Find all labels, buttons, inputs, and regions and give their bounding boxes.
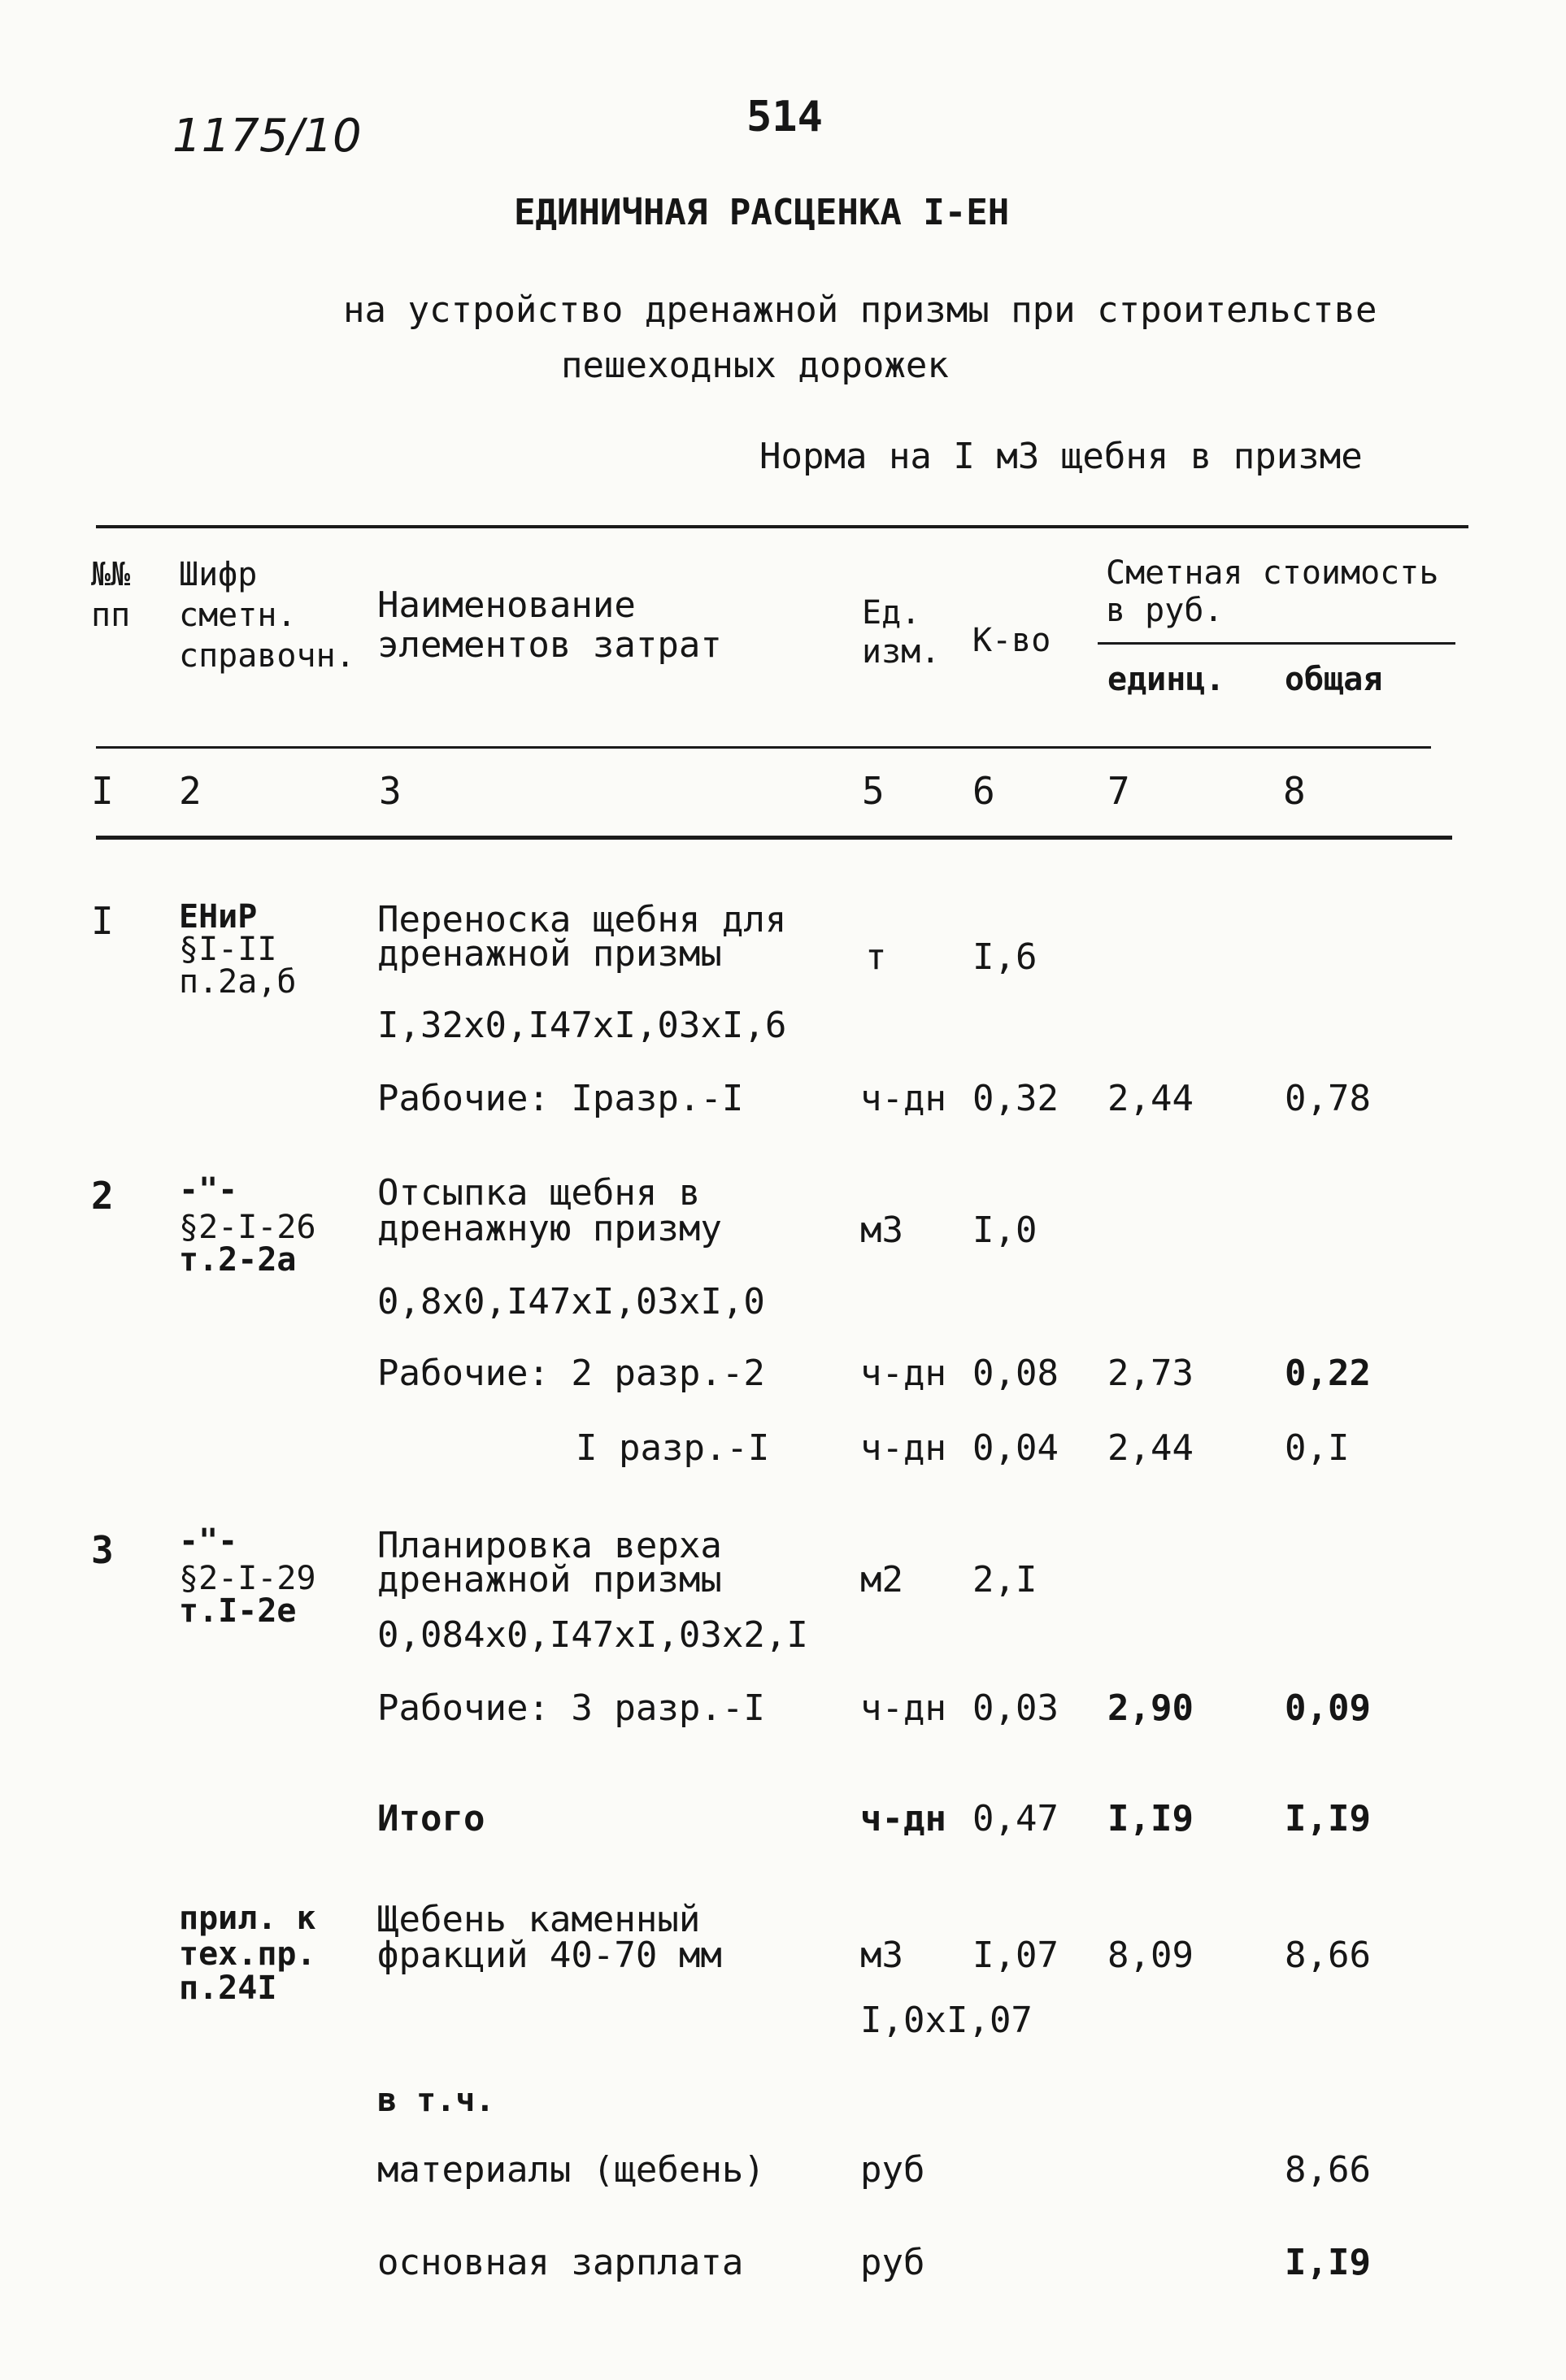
subtitle-line-1: на устройство дренажной призмы при строительстве	[343, 289, 1377, 331]
material-qty: I,07	[972, 1935, 1059, 1976]
material-price: 8,09	[1107, 1935, 1194, 1976]
row-1-qty: I,6	[972, 936, 1037, 978]
material-code: п.24I	[179, 1970, 277, 2007]
row-1-num: I	[91, 899, 114, 943]
header-code: Шифр сметн. справочн.	[179, 556, 355, 675]
row-2-workers-unit: ч-дн	[860, 1353, 946, 1394]
row-2-workers-total: 0,22	[1285, 1353, 1371, 1394]
row-3-num: 3	[91, 1528, 114, 1572]
row-2-workers-label: Рабочие: 2 разр.-2	[377, 1353, 765, 1394]
row-3-unit: м2	[860, 1559, 903, 1600]
page-number: 514	[746, 93, 823, 141]
subtitle-line-2: пешеходных дорожек	[561, 345, 949, 386]
row-1-workers-label: Рабочие: Iразр.-I	[377, 1078, 744, 1119]
row-1-code: п.2а,б	[179, 963, 297, 1001]
col-number: 7	[1107, 769, 1130, 813]
norm-statement: Норма на I м3 щебня в призме	[759, 436, 1363, 477]
row-2-workers-price: 2,44	[1107, 1427, 1194, 1469]
breakdown-label: в т.ч.	[377, 2082, 495, 2119]
row-2-name: Отсыпка щебня в	[377, 1172, 701, 1214]
row-2-code: -"-	[179, 1171, 238, 1209]
row-2-name: дренажную призму	[377, 1208, 722, 1249]
row-3-workers-total: 0,09	[1285, 1687, 1371, 1729]
breakdown-item-total: I,I9	[1285, 2242, 1371, 2283]
row-1-code: §I-II	[179, 931, 277, 968]
row-1-workers-total: 0,78	[1285, 1078, 1371, 1119]
row-3-workers-qty: 0,03	[972, 1687, 1059, 1729]
header-num: №№ пп	[91, 556, 131, 634]
total-unit: ч-дн	[860, 1798, 946, 1839]
header-unit: Ед. изм.	[862, 594, 941, 671]
header-bottom-rule	[96, 746, 1431, 749]
row-3-workers-label: Рабочие: 3 разр.-I	[377, 1687, 765, 1729]
col-number: 5	[862, 769, 885, 813]
header-cost: Сметная стоимость в руб.	[1106, 554, 1439, 629]
row-2-workers-total: 0,I	[1285, 1427, 1350, 1469]
row-3-code: §2-I-29	[179, 1560, 316, 1597]
row-2-workers-unit: ч-дн	[860, 1427, 946, 1469]
row-3-code: -"-	[179, 1522, 238, 1560]
row-3-workers-unit: ч-дн	[860, 1687, 946, 1729]
total-price: I,I9	[1107, 1798, 1194, 1839]
row-3-code: т.I-2е	[179, 1592, 297, 1630]
material-total: 8,66	[1285, 1935, 1371, 1976]
row-2-unit: м3	[860, 1210, 903, 1251]
row-1-name: Переноска щебня для	[377, 899, 787, 940]
row-3-qty: 2,I	[972, 1559, 1037, 1600]
breakdown-item-unit: руб	[860, 2149, 925, 2191]
row-1-unit: т	[865, 936, 887, 978]
row-3-name: Планировка верха	[377, 1525, 722, 1566]
row-2-formula: 0,8х0,I47хI,03хI,0	[377, 1281, 765, 1322]
row-2-workers-qty: 0,04	[972, 1427, 1059, 1469]
material-code: прил. к	[179, 1900, 316, 1937]
row-2-workers-label: I разр.-I	[576, 1427, 770, 1469]
row-1-code: ЕНиР	[179, 898, 258, 936]
row-1-name: дренажной призмы	[377, 933, 722, 975]
header-cost-divider	[1098, 642, 1455, 645]
row-2-qty: I,0	[972, 1210, 1037, 1251]
breakdown-item-label: материалы (щебень)	[377, 2149, 765, 2191]
row-2-num: 2	[91, 1174, 114, 1218]
row-3-formula: 0,084х0,I47хI,03х2,I	[377, 1614, 808, 1656]
col-number: 2	[179, 769, 202, 813]
col-numbers-rule	[96, 836, 1452, 840]
col-number: 6	[972, 769, 995, 813]
row-3-workers-price: 2,90	[1107, 1687, 1194, 1729]
row-2-code: т.2-2а	[179, 1241, 297, 1279]
archive-reference: 1175/10	[172, 110, 362, 163]
material-name: фракций 40-70 мм	[377, 1935, 722, 1976]
col-number: I	[91, 769, 114, 813]
material-formula: I,0хI,07	[860, 2000, 1033, 2041]
table-top-rule	[96, 525, 1468, 528]
header-name: Наименование элементов затрат	[377, 584, 722, 667]
row-1-workers-qty: 0,32	[972, 1078, 1059, 1119]
total-total: I,I9	[1285, 1798, 1371, 1839]
row-1-formula: I,32х0,I47хI,03хI,6	[377, 1005, 787, 1046]
breakdown-item-unit: руб	[860, 2242, 925, 2283]
header-unit-cost: единц.	[1107, 661, 1225, 698]
material-unit: м3	[860, 1935, 903, 1976]
col-number: 8	[1283, 769, 1306, 813]
row-1-workers-price: 2,44	[1107, 1078, 1194, 1119]
breakdown-item-total: 8,66	[1285, 2149, 1371, 2191]
header-qty: К-во	[972, 622, 1051, 659]
material-name: Щебень каменный	[377, 1899, 701, 1940]
row-2-code: §2-I-26	[179, 1209, 316, 1246]
col-number: 3	[379, 769, 402, 813]
row-1-workers-unit: ч-дн	[860, 1078, 946, 1119]
total-qty: 0,47	[972, 1798, 1059, 1839]
document-title: ЕДИНИЧНАЯ РАСЦЕНКА I-ЕН	[514, 192, 1010, 233]
row-2-workers-qty: 0,08	[972, 1353, 1059, 1394]
material-code: тех.пр.	[179, 1935, 316, 1973]
breakdown-item-label: основная зарплата	[377, 2242, 744, 2283]
header-total-cost: общая	[1285, 661, 1383, 698]
total-label: Итого	[377, 1798, 485, 1839]
row-2-workers-price: 2,73	[1107, 1353, 1194, 1394]
row-3-name: дренажной призмы	[377, 1559, 722, 1600]
